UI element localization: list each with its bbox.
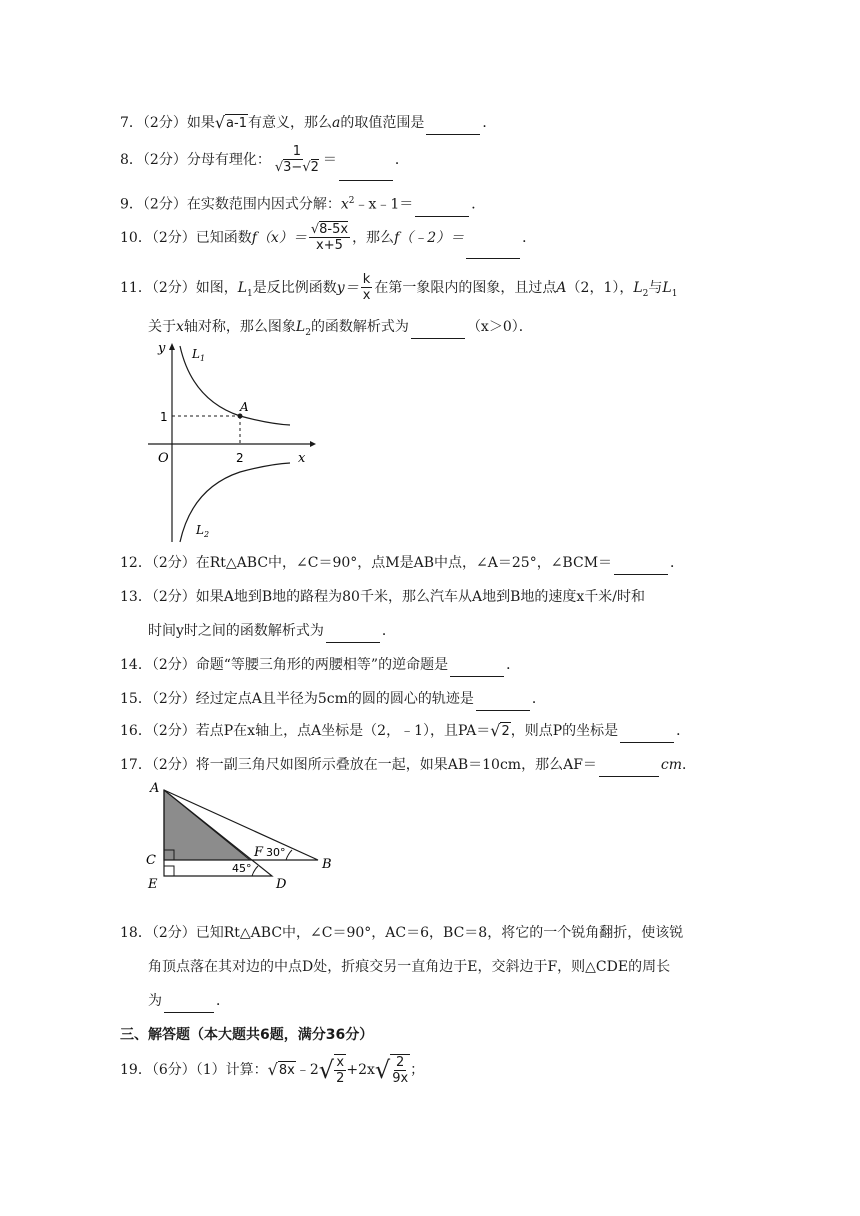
question-19 (120, 1050, 424, 1090)
section-heading (120, 1024, 373, 1046)
question-17 (120, 754, 696, 777)
variable: L (662, 280, 672, 296)
subscript: 1 (247, 288, 253, 299)
radicand: a-1 (226, 116, 247, 131)
question-text: 经过定点A且半径为5cm的圆的圆心的轨迹是 (195, 691, 474, 707)
radical-fraction (375, 1054, 410, 1087)
question-text: ，那么 (352, 230, 395, 246)
question-text: 如果A地到B地的路程为80千米，那么汽车从A地到B地的速度x千米/时和 (195, 589, 645, 605)
question-score: （2分） (151, 230, 196, 246)
y-axis-arrow (169, 343, 175, 350)
question-score: （6分） (151, 1062, 196, 1078)
question-text: 与 (648, 280, 663, 296)
question-text: 时间y时之间的函数解析式为 (148, 623, 324, 639)
operator: ﹣2 (295, 1062, 319, 1078)
question-number: 8． (120, 152, 143, 168)
radical-fraction (319, 1054, 347, 1087)
question-13-line-1 (120, 586, 645, 608)
question-score: （2分） (151, 657, 196, 673)
question-text: 有意义，那么 (247, 115, 332, 131)
question-score: （2分） (142, 152, 187, 168)
variable: A (556, 280, 567, 296)
vertex-c-label: C (146, 853, 156, 868)
punctuation: ． (482, 115, 497, 131)
denominator: 9x (392, 1070, 409, 1086)
curve-L1-letter: L (192, 347, 200, 361)
hyperbola-figure (140, 338, 320, 544)
question-number: 16． (120, 723, 152, 739)
radical-expression (268, 1061, 296, 1079)
question-14 (120, 654, 520, 677)
variable: L (633, 280, 643, 296)
punctuation: ． (394, 152, 409, 168)
punctuation: ． (506, 657, 521, 673)
question-score: （2分） (151, 757, 196, 773)
question-15 (120, 688, 546, 711)
question-18-line-2 (148, 956, 670, 978)
triangle-ruler-figure (140, 778, 350, 890)
equals: ＝ (322, 152, 337, 168)
punctuation: ． (682, 757, 697, 773)
question-text: 角顶点落在其对边的中点D处，折痕交另一直角边于E，交斜边于F，则△CDE的周长 (148, 959, 671, 975)
question-7 (120, 112, 496, 135)
question-score: （2分） (151, 691, 196, 707)
vertex-f-label: F (254, 845, 264, 860)
variable: x (176, 319, 184, 335)
answer-blank[interactable] (476, 688, 530, 711)
x-axis-arrow (310, 441, 316, 447)
question-number: 15． (120, 691, 152, 707)
fraction (390, 1054, 410, 1087)
radicand: 8x (278, 1063, 295, 1078)
punctuation: ． (216, 993, 230, 1009)
variable: L (237, 280, 248, 296)
question-score: （2分） (151, 555, 196, 571)
numerator: x (336, 1054, 345, 1070)
condition: （x＞0）． (466, 319, 533, 335)
function-expression: f（﹣2）＝ (394, 230, 465, 246)
answer-blank[interactable] (450, 654, 504, 677)
radical-expression (490, 722, 510, 740)
question-text: （1）计算： (195, 1062, 268, 1078)
question-text: 将一副三角尺如图所示叠放在一起，如果AB＝10cm，那么AF＝ (195, 757, 597, 773)
question-number: 17． (120, 757, 152, 773)
unit: cm (660, 757, 683, 773)
arc-30 (286, 850, 292, 860)
sqrt-symbol: √ (267, 1060, 278, 1079)
subscript: 2 (305, 327, 311, 338)
question-text: 在实数范围内因式分解： (186, 196, 341, 213)
question-score: （2分） (151, 723, 196, 739)
arc-45 (252, 866, 258, 876)
answer-blank[interactable] (620, 720, 674, 743)
question-text: 若点P在x轴上，点A坐标是（2，﹣1），且PA＝ (195, 723, 491, 739)
vertex-d-label: D (276, 877, 287, 890)
question-text: 分母有理化： (186, 152, 271, 168)
right-angle-e (164, 866, 174, 876)
variable: x (340, 196, 349, 213)
variable: a (331, 115, 341, 131)
vertex-a-label: A (150, 781, 160, 796)
question-18-line-1 (120, 922, 683, 944)
radicand: 2 (310, 160, 319, 175)
y-axis-label: y (158, 341, 166, 356)
answer-blank[interactable] (339, 140, 393, 181)
question-text: 在第一象限内的图象，且过点 (374, 280, 557, 296)
punctuation: ． (522, 230, 537, 246)
sqrt-symbol: √ (318, 1055, 335, 1084)
section-title: 三、解答题（本大题共6题，满分36分） (120, 1027, 374, 1043)
question-number: 14． (120, 657, 152, 673)
question-10 (120, 218, 536, 259)
numerator: 1 (292, 144, 301, 159)
denominator: x+5 (316, 238, 343, 253)
answer-blank[interactable] (164, 990, 214, 1013)
curve-L2-letter: L (196, 523, 204, 537)
question-text: 的取值范围是 (340, 115, 425, 131)
radicand: 3 (283, 160, 292, 175)
answer-blank[interactable] (466, 218, 520, 259)
question-13-line-2 (148, 620, 396, 643)
numerator: k (362, 272, 371, 287)
variable: y＝ (336, 280, 359, 296)
tick-label-2: 2 (236, 451, 244, 465)
sqrt-symbol: √ (490, 721, 501, 740)
question-text: 在Rt△ABC中，∠C＝90°，点M是AB中点，∠A＝25°，∠BCM＝ (195, 555, 613, 571)
question-score: （2分） (142, 115, 187, 131)
question-16 (120, 720, 690, 743)
answer-blank[interactable] (326, 620, 380, 643)
question-12 (120, 552, 684, 575)
question-text: 为 (148, 993, 162, 1009)
question-text: 如果 (186, 115, 215, 131)
point-a-label: A (240, 400, 249, 414)
radical-expression (215, 114, 248, 132)
question-text: 的函数解析式为 (310, 319, 409, 335)
question-score: （2分） (151, 925, 196, 941)
denominator: 2 (336, 1070, 345, 1086)
question-text: 已知函数 (195, 230, 252, 246)
punctuation: ． (670, 555, 685, 571)
question-number: 7． (120, 115, 143, 131)
punctuation: ． (676, 723, 691, 739)
fraction (334, 1054, 346, 1087)
question-number: 18． (120, 925, 152, 941)
variable: L (295, 319, 306, 335)
answer-blank[interactable] (599, 754, 659, 777)
question-number: 10． (120, 230, 152, 246)
exponent: 2 (348, 196, 355, 206)
point-a (238, 414, 243, 419)
expression: ﹣x﹣1＝ (354, 196, 414, 213)
question-text: 命题“等腰三角形的两腰相等”的逆命题是 (195, 657, 449, 673)
punctuation: ． (531, 691, 546, 707)
punctuation: ． (471, 196, 486, 213)
vertex-e-label: E (148, 877, 158, 890)
tick-label-1: 1 (160, 410, 168, 424)
question-number: 13． (120, 589, 152, 605)
fraction (273, 144, 321, 176)
curve-L2-subscript: 2 (203, 530, 210, 539)
question-score: （2分） (151, 280, 196, 296)
punctuation: ； (410, 1062, 425, 1078)
question-text: 是反比例函数 (252, 280, 337, 296)
question-text: ，则点P的坐标是 (510, 723, 619, 739)
question-number: 11． (120, 280, 152, 296)
question-9 (120, 190, 485, 217)
curve-L1-subscript: 1 (199, 354, 206, 363)
subscript: 2 (642, 288, 649, 299)
question-8 (120, 140, 409, 181)
function-expression: f（x）＝ (251, 230, 307, 246)
answer-blank[interactable] (411, 316, 465, 339)
answer-blank[interactable] (426, 112, 480, 135)
angle-45-label: 45° (232, 862, 252, 875)
point-coords: （2，1）， (566, 280, 634, 296)
curve-L1-label (191, 347, 205, 363)
question-18-line-3 (148, 990, 230, 1013)
angle-30-label: 30° (266, 846, 286, 859)
fraction (309, 222, 350, 254)
x-axis-label: x (298, 451, 306, 466)
answer-blank[interactable] (415, 194, 469, 217)
operator: +2x (346, 1062, 375, 1078)
curve-L2-label (195, 523, 209, 539)
question-text: 轴对称，那么图象 (183, 319, 296, 335)
question-score: （2分） (142, 196, 187, 213)
question-text: 如图， (195, 280, 238, 296)
radicand: 2 (501, 724, 510, 739)
sqrt-symbol: √ (374, 1055, 391, 1084)
question-11-line-1 (120, 268, 677, 314)
radicand: 8-5x (319, 222, 349, 237)
denominator: x (362, 288, 371, 303)
question-text: 已知Rt△ABC中，∠C＝90°，AC＝6，BC＝8，将它的一个锐角翻折，使该锐 (195, 925, 684, 941)
origin-label: O (158, 451, 169, 466)
numerator: √8-5x (310, 222, 349, 237)
answer-blank[interactable] (614, 552, 668, 575)
question-number: 12． (120, 555, 152, 571)
denominator: √3−√2 (274, 160, 319, 175)
question-number: 9． (120, 196, 143, 213)
subscript: 1 (671, 288, 678, 299)
numerator: 2 (396, 1054, 405, 1070)
fraction (361, 272, 373, 304)
vertex-b-label: B (322, 857, 332, 872)
sqrt-symbol: √ (214, 113, 226, 132)
punctuation: ． (381, 623, 396, 639)
question-number: 19． (120, 1062, 152, 1078)
question-score: （2分） (151, 589, 196, 605)
question-text: 关于 (148, 319, 176, 335)
